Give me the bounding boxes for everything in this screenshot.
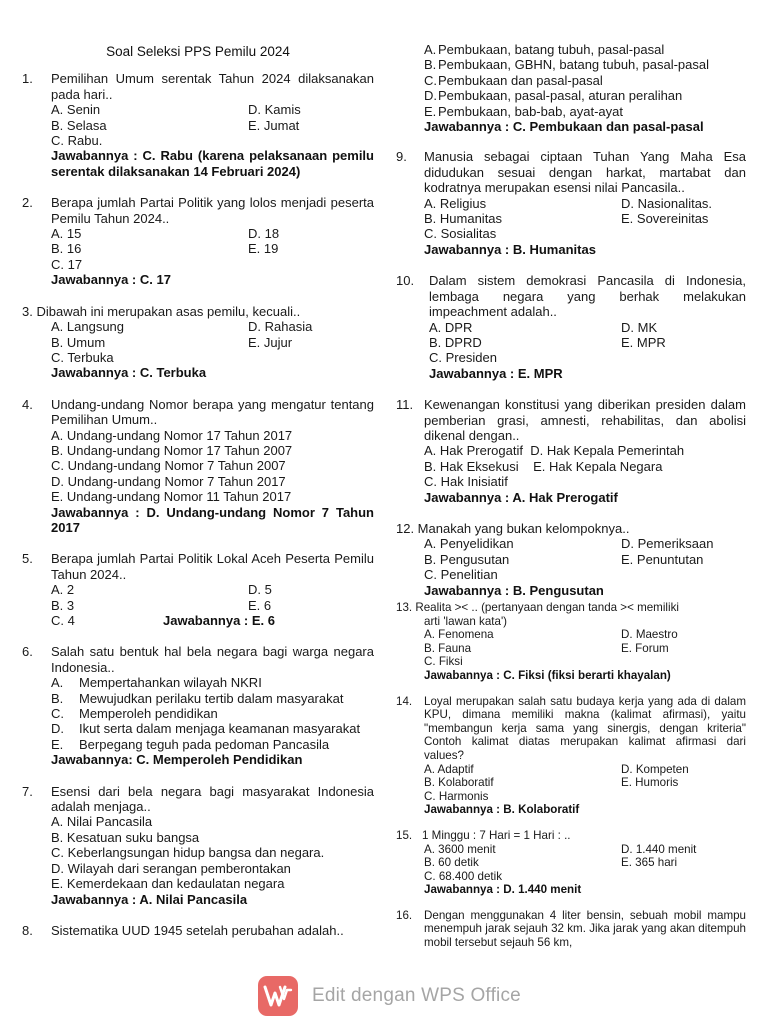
question-number: 10.	[396, 273, 415, 289]
option-e: E. Humoris	[621, 776, 679, 790]
question-text: Dalam sistem demokrasi Pancasila di Indonesia, lembaga negara yang berhak melakukan impeachment adalah..	[429, 273, 746, 320]
option-d: D. 5	[248, 582, 272, 598]
question-15	[396, 829, 746, 897]
option-letter: B.	[424, 57, 437, 73]
option-a: Pembukaan, batang tubuh, pasal-pasal	[438, 42, 665, 57]
answer: Jawabannya : B. Humanitas	[424, 241, 596, 257]
option-e: Pembukaan, bab-bab, ayat-ayat	[438, 103, 624, 119]
question-text-continued: arti 'lawan kata')	[424, 614, 508, 628]
question-13	[396, 601, 746, 683]
option-b: B. 16	[51, 241, 82, 257]
question-16	[396, 909, 746, 950]
option-d: D. Undang-undang Nomor 7 Tahun 2017	[51, 473, 286, 489]
option-a: A. Penyelidikan	[424, 536, 514, 552]
answer: Jawabannya : C. Pembukaan dan pasal-pasal	[424, 119, 704, 135]
right-column	[396, 42, 746, 966]
option-a: Mempertahankan wilayah NKRI	[79, 675, 262, 691]
option-a: A. 2	[51, 582, 75, 598]
option-d: D. Nasionalitas.	[621, 195, 713, 211]
option-d: D. Rahasia	[248, 319, 313, 335]
question-7	[22, 784, 374, 907]
answer: Jawabannya : A. Nilai Pancasila	[51, 891, 248, 907]
question-text: Pemilihan Umum serentak Tahun 2024 dilaksanakan pada hari..	[51, 71, 374, 102]
question-text: 3. Dibawah ini merupakan asas pemilu, kecuali..	[22, 303, 301, 319]
question-text: Kewenangan konstitusi yang diberikan presiden dalam pemberian grasi, amnesti, rehabilitas, dan abolisi dikenal dengan..	[424, 397, 746, 443]
question-text: Dengan menggunakan 4 liter bensin, sebuah mobil mampu menempuh jarak sejauh 32 km. Jika jarak yang akan ditempuh mobil tersebut sejauh 56 km,	[424, 908, 746, 950]
option-letter: D.	[424, 88, 437, 104]
option-b: B. 3	[51, 597, 75, 613]
option-a: A. Langsung	[51, 319, 125, 335]
answer: Jawabannya : C. Terbuka	[51, 365, 207, 381]
option-d: D. 18	[248, 226, 280, 242]
option-b: B. Humanitas	[424, 211, 503, 227]
question-11	[396, 397, 746, 505]
option-e: E. Penuntutan	[621, 551, 704, 567]
question-10	[396, 273, 746, 381]
question-text: Loyal merupakan salah satu budaya kerja yang ada di dalam KPU, dimana memiliki makna (kalimat afirmasi), yaitu "membangun kerja sama yang sinergis, dengan kriteria" Contoh kalimat diatas merupakan kalimat afirmasi dari values?	[424, 694, 746, 762]
left-column	[22, 40, 374, 954]
option-a: A. Senin	[51, 102, 101, 118]
question-text: 12. Manakah yang bukan kelompoknya..	[396, 520, 630, 536]
option-e: E. 19	[248, 241, 279, 257]
question-8-continued	[396, 42, 746, 134]
question-5	[22, 551, 374, 628]
option-c: C. Keberlangsungan hidup bangsa dan negara.	[51, 845, 325, 861]
option-b: B. Kolaboratif	[424, 776, 494, 790]
option-c: C. Sosialitas	[424, 226, 497, 242]
option-e: E. Jujur	[248, 334, 293, 350]
question-4	[22, 397, 374, 536]
question-number: 9.	[396, 149, 407, 165]
question-8	[22, 923, 374, 938]
question-text: Esensi dari bela negara bagi masyarakat Indonesia adalah menjaga..	[51, 783, 374, 815]
option-c: C. Fiksi	[424, 655, 463, 669]
question-number: 16.	[396, 908, 413, 922]
option-c: C. 68.400 detik	[424, 869, 502, 883]
option-e: E. Jumat	[248, 117, 300, 133]
option-a: A. 3600 menit	[424, 842, 496, 856]
option-e: E. MPR	[621, 334, 666, 350]
option-b: B. Pengusutan	[424, 551, 510, 567]
question-3	[22, 304, 374, 381]
option-d: D. Maestro	[621, 628, 678, 642]
option-d: Ikut serta dalam menjaga keamanan masyarakat	[79, 721, 361, 737]
option-c: C. Terbuka	[51, 349, 114, 365]
answer: Jawabannya : D. Undang-undang Nomor 7 Tahun 2017	[51, 504, 374, 535]
option-letter: C.	[51, 706, 64, 722]
option-b: B. Selasa	[51, 117, 107, 133]
option-c: C. Undang-undang Nomor 7 Tahun 2007	[51, 458, 286, 474]
option-d: D. MK	[621, 319, 658, 335]
option-row-a-d: A. Hak Prerogatif D. Hak Kepala Pemerintah	[424, 443, 685, 459]
option-row-b-e: B. Hak Eksekusi E. Hak Kepala Negara	[424, 458, 663, 474]
option-b: B. 60 detik	[424, 856, 479, 870]
option-b: B. Undang-undang Nomor 17 Tahun 2007	[51, 442, 293, 458]
answer: Jawabannya : B. Pengusutan	[424, 582, 604, 598]
option-a: A. 15	[51, 226, 82, 242]
watermark-label: Edit dengan WPS Office	[312, 985, 521, 1007]
option-d: D. Wilayah dari serangan pemberontakan	[51, 860, 291, 876]
question-14	[396, 695, 746, 817]
wps-watermark[interactable]	[258, 976, 521, 1016]
option-letter: E.	[51, 736, 64, 752]
option-b: B. DPRD	[429, 334, 482, 350]
question-number: 14.	[396, 694, 413, 708]
option-letter: B.	[51, 690, 64, 706]
option-c: C. 4	[51, 613, 75, 628]
question-number: 15.	[396, 828, 413, 842]
option-letter: D.	[51, 721, 64, 737]
question-1	[22, 71, 374, 179]
question-text: Manusia sebagai ciptaan Tuhan Yang Maha Esa didudukan sesuai dengan harkat, martabat dan kodratnya merupakan esensi nilai Pancasila..	[424, 149, 746, 196]
option-c: C. 17	[51, 256, 83, 272]
question-number: 11.	[396, 397, 414, 413]
question-2	[22, 195, 374, 287]
question-text: Berapa jumlah Partai Politik yang lolos menjadi peserta Pemilu Tahun 2024..	[51, 195, 374, 226]
option-a: A. Adaptif	[424, 762, 474, 776]
option-b: Mewujudkan perilaku tertib dalam masyarakat	[79, 690, 344, 706]
option-d: D. Kamis	[248, 102, 301, 118]
option-letter: C.	[424, 72, 437, 88]
answer: Jawabannya : E. MPR	[429, 365, 563, 381]
question-number: 7.	[22, 783, 33, 799]
question-6	[22, 644, 374, 767]
option-b: B. Kesatuan suku bangsa	[51, 829, 200, 845]
option-a: A. Undang-undang Nomor 17 Tahun 2017	[51, 427, 293, 443]
question-number: 1.	[22, 71, 33, 87]
option-e: E. 365 hari	[621, 856, 678, 870]
option-e: E. Forum	[621, 641, 669, 655]
answer: Jawabannya : C. Fiksi (fiksi berarti khayalan)	[424, 668, 671, 682]
option-a: A. Fenomena	[424, 628, 494, 642]
document-title: Soal Seleksi PPS Pemilu 2024	[106, 44, 290, 59]
question-text: Berapa jumlah Partai Politik Lokal Aceh Peserta Pemilu Tahun 2024..	[51, 551, 374, 582]
question-number: 5.	[22, 551, 33, 567]
option-c: C. Hak Inisiatif	[424, 474, 508, 490]
option-d: D. Kompeten	[621, 762, 689, 776]
option-b: Pembukaan, GBHN, batang tubuh, pasal-pasal	[438, 57, 710, 73]
option-a: A. Nilai Pancasila	[51, 814, 153, 830]
option-e: Berpegang teguh pada pedoman Pancasila	[79, 736, 330, 752]
question-number: 2.	[22, 195, 33, 211]
option-c: Pembukaan dan pasal-pasal	[438, 72, 603, 88]
option-c: C. Presiden	[429, 350, 497, 366]
option-e: E. Undang-undang Nomor 11 Tahun 2017	[51, 489, 292, 505]
question-text: 13. Realita >< .. (pertanyaan dengan tanda >< memiliki	[396, 601, 679, 614]
question-9	[396, 149, 746, 257]
option-letter: E.	[424, 103, 437, 119]
option-c: C. Penelitian	[424, 567, 498, 583]
answer: Jawabannya: C. Memperoleh Pendidikan	[51, 752, 303, 768]
answer: Jawabannya : E. 6	[163, 613, 275, 628]
option-d: D. Pemeriksaan	[621, 536, 714, 552]
question-text: 1 Minggu : 7 Hari = 1 Hari : ..	[422, 828, 571, 842]
question-text: Salah satu bentuk hal bela negara bagi warga negara Indonesia..	[51, 644, 374, 675]
option-b: B. Fauna	[424, 641, 472, 655]
answer: Jawabannya : D. 1.440 menit	[424, 883, 582, 897]
option-b: B. Umum	[51, 334, 106, 350]
question-number: 4.	[22, 396, 33, 412]
option-d: Pembukaan, pasal-pasal, aturan peralihan	[438, 88, 683, 104]
question-number: 6.	[22, 644, 33, 660]
question-number: 8.	[22, 922, 33, 938]
option-c: C. Harmonis	[424, 789, 489, 803]
answer: Jawabannya : A. Hak Prerogatif	[424, 489, 618, 505]
wps-logo-icon	[258, 976, 298, 1016]
option-e: E. Sovereinitas	[621, 211, 709, 227]
answer: Jawabannya : C. 17	[51, 272, 171, 288]
option-letter: A.	[424, 42, 437, 57]
option-c: C. Rabu.	[51, 133, 103, 149]
answer: Jawabannya : B. Kolaboratif	[424, 803, 580, 817]
option-a: A. DPR	[429, 319, 473, 335]
option-d: D. 1.440 menit	[621, 842, 697, 856]
option-e: E. Kemerdekaan dan kedaulatan negara	[51, 876, 285, 892]
answer: Jawabannya : C. Rabu (karena pelaksanaan pemilu serentak dilaksanakan 14 Februari 2024)	[51, 148, 374, 179]
option-a: A. Religius	[424, 195, 487, 211]
option-c: Memperoleh pendidikan	[79, 706, 218, 722]
question-text: Undang-undang Nomor berapa yang mengatur tentang Pemilihan Umum..	[51, 396, 374, 428]
question-text: Sistematika UUD 1945 setelah perubahan adalah..	[51, 922, 344, 938]
option-e: E. 6	[248, 597, 272, 613]
question-12	[396, 521, 746, 598]
option-letter: A.	[51, 675, 64, 691]
